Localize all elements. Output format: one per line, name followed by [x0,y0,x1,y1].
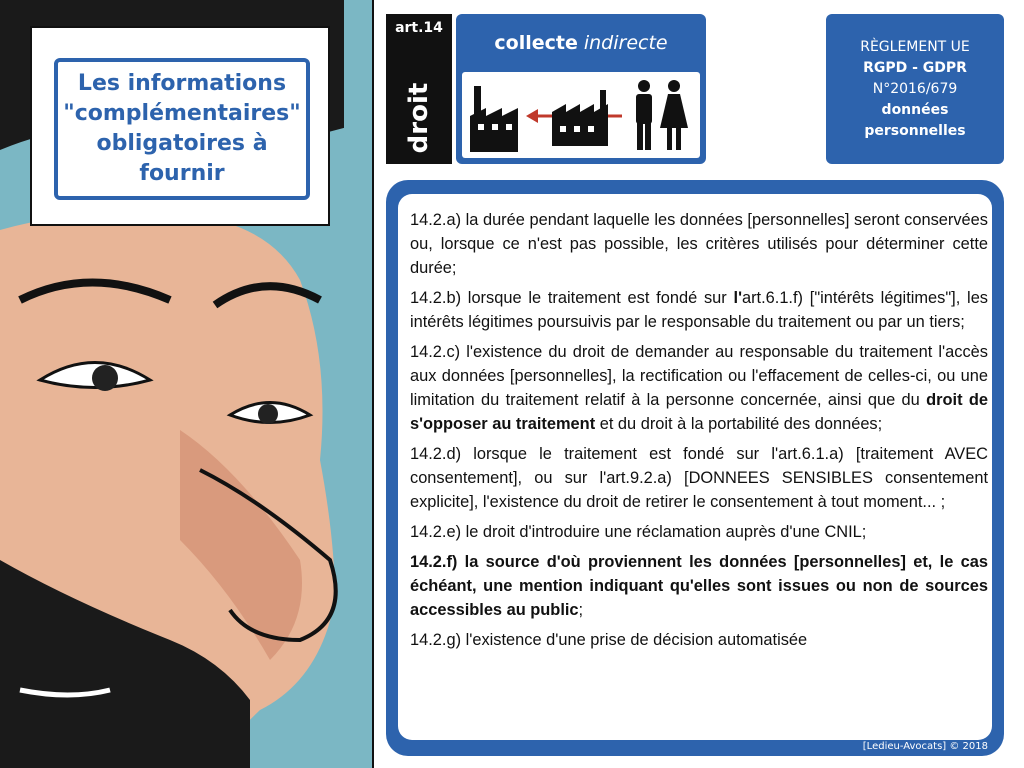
paragraph-c-bold: droit de s'opposer au traitement [410,391,988,433]
paragraph-c-pre: 14.2.c) l'existence du droit de demander au responsable du traitement l'accès aux données [personnelles], la rectification ou l'effacement de celles-ci, ou une limitation du traitement relatif à la personne concernée, ainsi que du [410,343,988,409]
collecte-title [456,14,706,72]
paragraph-e: 14.2.e) le droit d'introduire une réclamation auprès d'une CNIL; [410,523,867,541]
article-tag [386,14,452,164]
reglement-line-5: personnelles [864,122,966,139]
reglement-line-4: données [881,101,949,118]
paragraph-g: 14.2.g) l'existence d'une prise de décision automatisée [410,631,808,649]
paragraph-b-bold: l' [733,289,742,307]
bubble-text: Les informations "complémentaires" obligatoires à fournir [63,71,301,186]
speech-bubble [30,26,330,226]
paragraph-c [410,340,988,436]
paragraph-f-bold: 14.2.f) la source d'où proviennent les données [personnelles] et, le cas échéant, une mention indiquant qu'elles sont issues ou non de sources accessibles au public [410,553,988,619]
paragraph-b [410,286,988,334]
man-icon [636,80,652,150]
paragraph-d: 14.2.d) lorsque le traitement est fondé sur l'art.6.1.a) [traitement AVEC consentement], ou sur l'art.9.2.a) [DONNEES SENSIBLES consentement explicite], l'existence du droit de retirer le consentement à tout moment... ; [410,445,988,511]
collecte-title-bold: collecte [494,32,578,54]
credit-text: [Ledieu-Avocats] © 2018 [862,741,988,752]
woman-icon [660,80,688,150]
paragraph-f-post: ; [578,601,584,619]
bubble-frame [54,58,310,200]
article-number: art.14 [395,20,443,36]
paragraph-b-pre: 14.2.b) lorsque le traitement est fondé sur [410,289,734,307]
paragraph-b-post: art.6.1.f) ["intérêts légitimes"], les intérêts légitimes poursuivis par le responsable du traitement ou par un tiers; [410,289,989,331]
reglement-line-1: RÈGLEMENT UE [860,38,970,55]
reglement-line-2: RGPD - GDPR [863,59,967,76]
paragraph-a: 14.2.a) la durée pendant laquelle les données [personnelles] seront conservées ou, lorsque ce n'est pas possible, les critères utilisés pour déterminer cette durée; [410,211,988,277]
paragraph-list [410,208,988,658]
collecte-title-italic: indirecte [583,32,668,54]
reglement-line-3: N°2016/679 [872,80,958,97]
collecte-illustration [462,72,700,158]
comic-panel [0,0,374,768]
paragraph-c-post: et du droit à la portabilité des données; [595,415,883,433]
factory-icon [552,90,608,146]
collecte-box [456,14,706,164]
main-panel-content [398,194,992,740]
reglement-box [826,14,1004,164]
paragraph-f [410,550,988,622]
droit-label: droit [404,82,434,154]
main-panel [386,180,1004,756]
factory-icon [470,86,518,152]
